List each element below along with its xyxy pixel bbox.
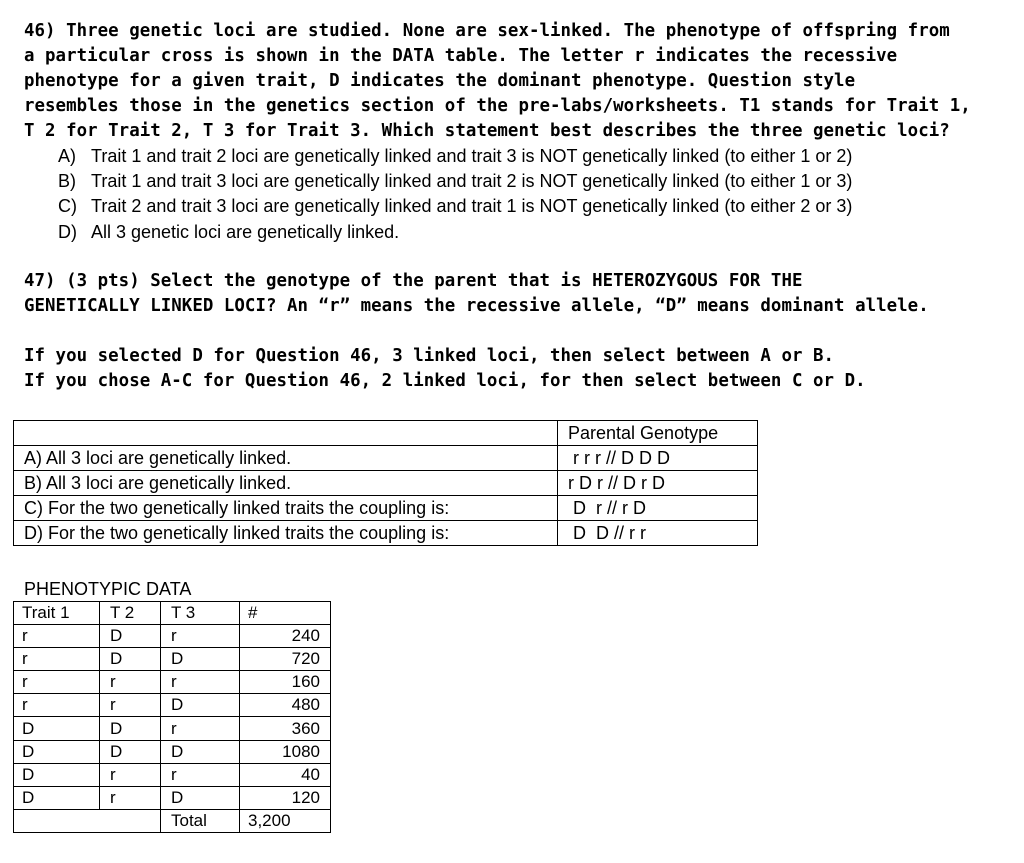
instruction-line: If you chose A-C for Question 46, 2 linked loci, for then select between C or D. <box>24 371 866 391</box>
choice-row-a[interactable] <box>14 446 758 471</box>
choice-genotype: r r r // D D D <box>558 446 758 471</box>
t3-cell: r <box>161 717 240 740</box>
question-46-line: T 2 for Trait 2, T 3 for Trait 3. Which statement best describes the three genetic loci? <box>24 121 950 141</box>
pheno-header-row <box>14 602 331 625</box>
option-label: B) <box>58 171 76 191</box>
trait1-cell: r <box>14 671 100 694</box>
t3-cell: r <box>161 763 240 786</box>
count-cell: 360 <box>240 717 331 740</box>
question-46-line: resembles those in the genetics section of the pre-labs/worksheets. T1 stands for Trait 1, <box>24 96 971 116</box>
choice-description: A) All 3 loci are genetically linked. <box>14 446 558 471</box>
option-text: Trait 2 and trait 3 loci are genetically linked and trait 1 is NOT genetically linked (to either 2 or 3) <box>91 196 853 216</box>
total-blank-cell <box>14 809 100 832</box>
trait1-cell: r <box>14 648 100 671</box>
q46-option-c[interactable] <box>58 194 852 219</box>
table-row <box>14 740 331 763</box>
choice-genotype: D r // r D <box>558 496 758 521</box>
genotype-choice-table <box>13 420 758 546</box>
choice-description: B) All 3 loci are genetically linked. <box>14 471 558 496</box>
t2-cell: D <box>100 648 161 671</box>
question-46-line: phenotype for a given trait, D indicates the dominant phenotype. Question style <box>24 71 856 91</box>
table-row <box>14 717 331 740</box>
t2-cell: D <box>100 717 161 740</box>
t2-cell: D <box>100 625 161 648</box>
count-cell: 720 <box>240 648 331 671</box>
option-label: D) <box>58 222 77 242</box>
t3-cell: D <box>161 694 240 717</box>
option-text: Trait 1 and trait 3 loci are genetically linked and trait 2 is NOT genetically linked (to either 1 or 3) <box>91 171 853 191</box>
total-blank-cell <box>100 809 161 832</box>
trait1-cell: D <box>14 740 100 763</box>
t3-cell: r <box>161 625 240 648</box>
q46-option-a[interactable] <box>58 144 852 169</box>
table-row <box>14 763 331 786</box>
option-text: Trait 1 and trait 2 loci are genetically linked and trait 3 is NOT genetically linked (to either 1 or 2) <box>91 146 853 166</box>
trait1-cell: D <box>14 717 100 740</box>
question-46-line: 46) Three genetic loci are studied. None are sex-linked. The phenotype of offspring from <box>24 21 950 41</box>
trait1-cell: D <box>14 763 100 786</box>
count-cell: 120 <box>240 786 331 809</box>
option-label: A) <box>58 146 76 166</box>
phenotypic-data-table <box>13 601 331 833</box>
question-47-line: GENETICALLY LINKED LOCI? An “r” means the recessive allele, “D” means dominant allele. <box>24 296 929 316</box>
choice-row-d[interactable] <box>14 521 758 546</box>
choice-header-description <box>14 421 558 446</box>
q46-option-d[interactable] <box>58 220 399 245</box>
pheno-header-trait1: Trait 1 <box>14 602 100 625</box>
t2-cell: r <box>100 763 161 786</box>
total-row <box>14 809 331 832</box>
total-value: 3,200 <box>240 809 331 832</box>
trait1-cell: r <box>14 625 100 648</box>
table-row <box>14 671 331 694</box>
choice-row-c[interactable] <box>14 496 758 521</box>
question-47-line: 47) (3 pts) Select the genotype of the parent that is HETEROZYGOUS FOR THE <box>24 271 803 291</box>
t3-cell: D <box>161 740 240 763</box>
t3-cell: r <box>161 671 240 694</box>
table-row <box>14 625 331 648</box>
q46-option-b[interactable] <box>58 169 852 194</box>
selection-instructions <box>24 344 1014 394</box>
total-label: Total <box>161 809 240 832</box>
t2-cell: r <box>100 786 161 809</box>
pheno-header-t3: T 3 <box>161 602 240 625</box>
option-text: All 3 genetic loci are genetically linked. <box>91 222 400 242</box>
choice-description: D) For the two genetically linked traits the coupling is: <box>14 521 558 546</box>
pheno-header-count: # <box>240 602 331 625</box>
t2-cell: r <box>100 694 161 717</box>
count-cell: 240 <box>240 625 331 648</box>
question-46-line: a particular cross is shown in the DATA table. The letter r indicates the recessive <box>24 46 898 66</box>
table-row <box>14 648 331 671</box>
choice-row-b[interactable] <box>14 471 758 496</box>
phenotypic-data-title: PHENOTYPIC DATA <box>24 579 192 599</box>
count-cell: 480 <box>240 694 331 717</box>
count-cell: 1080 <box>240 740 331 763</box>
table-row <box>14 694 331 717</box>
trait1-cell: D <box>14 786 100 809</box>
question-46 <box>24 19 1014 144</box>
question-47 <box>24 269 1014 319</box>
trait1-cell: r <box>14 694 100 717</box>
t2-cell: r <box>100 671 161 694</box>
table-row <box>14 786 331 809</box>
pheno-header-t2: T 2 <box>100 602 161 625</box>
choice-table-header <box>14 421 758 446</box>
t3-cell: D <box>161 786 240 809</box>
choice-description: C) For the two genetically linked traits the coupling is: <box>14 496 558 521</box>
count-cell: 40 <box>240 763 331 786</box>
choice-genotype: D D // r r <box>558 521 758 546</box>
choice-header-genotype: Parental Genotype <box>558 421 758 446</box>
t2-cell: D <box>100 740 161 763</box>
count-cell: 160 <box>240 671 331 694</box>
instruction-line: If you selected D for Question 46, 3 linked loci, then select between A or B. <box>24 346 835 366</box>
option-label: C) <box>58 196 77 216</box>
t3-cell: D <box>161 648 240 671</box>
choice-genotype: r D r // D r D <box>558 471 758 496</box>
